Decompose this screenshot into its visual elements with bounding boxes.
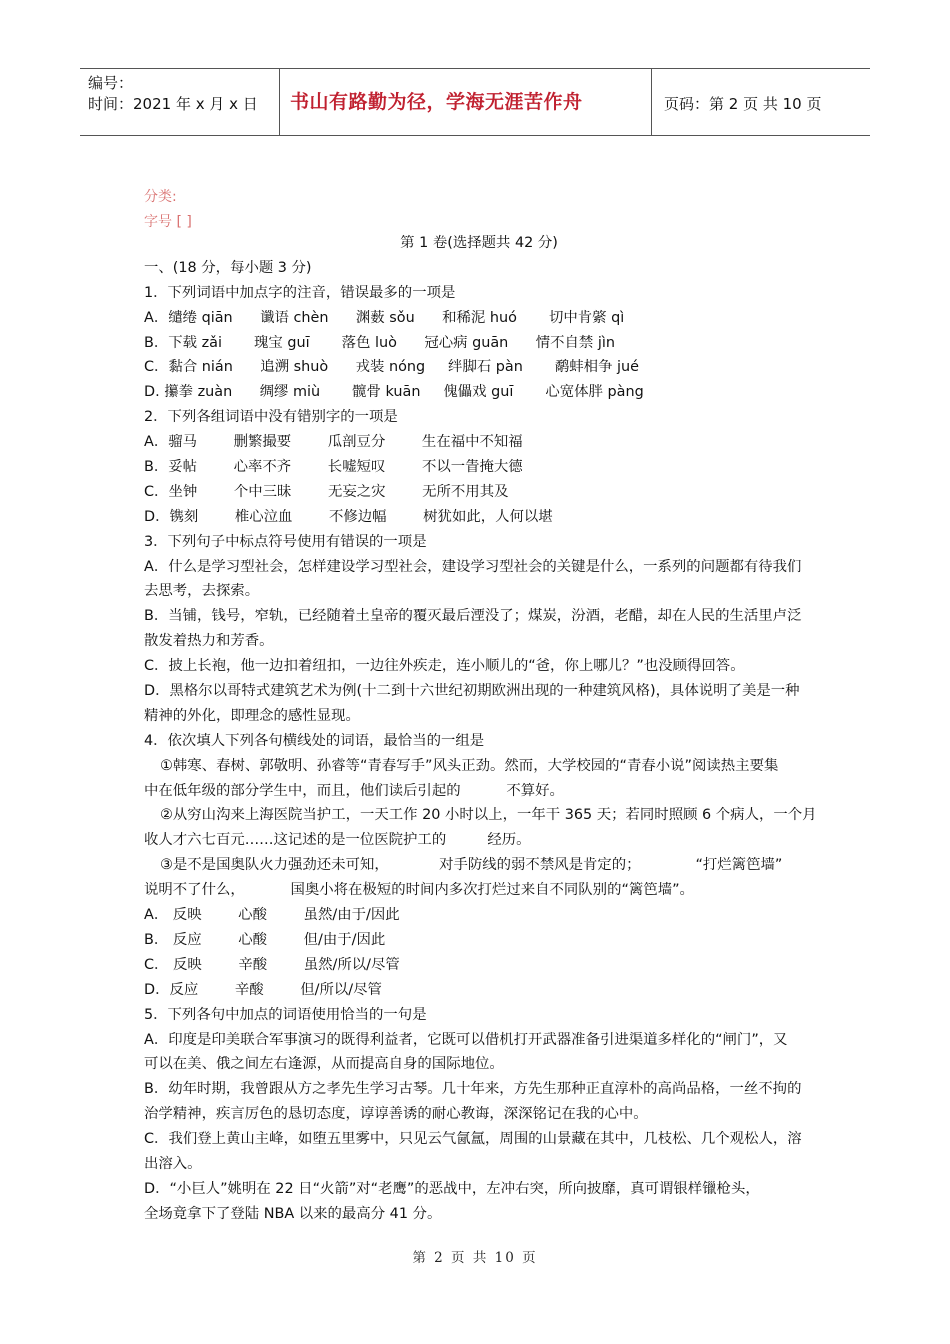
text-line: C．坐钟 个中三昧 无妄之灾 无所不用其及 bbox=[144, 483, 509, 500]
category-label: 分类: bbox=[144, 189, 177, 205]
text-line: 收人才六七百元……这记述的是一位医院护工的 经历。 bbox=[144, 832, 531, 849]
text-line: 2．下列各组词语中没有错别字的一项是 bbox=[144, 409, 398, 426]
text-line: 散发着热力和芳香。 bbox=[144, 633, 274, 650]
page-header bbox=[80, 68, 870, 136]
text-line: ②从穷山沟来上海医院当护工，一天工作 20 小时以上，一年干 365 天；若同时照顾 6 个病人，一个月 bbox=[160, 807, 817, 824]
text-line: C．我们登上黄山主峰，如堕五里雾中，只见云气氤氲，周围的山景藏在其中，几枝松、几个观松人，溶 bbox=[144, 1131, 802, 1148]
text-line: 全场竟拿下了登陆 NBA 以来的最高分 41 分。 bbox=[144, 1205, 442, 1222]
text-line: 出溶入。 bbox=[144, 1155, 202, 1172]
text-line: 3．下列句子中标点符号使用有错误的一项是 bbox=[144, 533, 427, 550]
text-line: 精神的外化，即理念的感性显现。 bbox=[144, 707, 360, 724]
section-title: 第 1 卷(选择题共 42 分) bbox=[400, 235, 558, 251]
text-line: 去思考，去探索。 bbox=[144, 583, 260, 600]
text-line: B． 反应 心酸 但/由于/因此 bbox=[144, 931, 386, 948]
text-line: D．镌刻 椎心泣血 不修边幅 树犹如此，人何以堪 bbox=[144, 508, 553, 525]
text-line: A．什么是学习型社会，怎样建设学习型社会，建设学习型社会的关键是什么，一系列的问题都有待我们 bbox=[144, 558, 802, 575]
text-line: 4．依次填人下列各句横线处的词语，最恰当的一组是 bbox=[144, 732, 485, 749]
serial-label: 字号 [ ] bbox=[144, 214, 192, 230]
text-line: 可以在美、俄之间左右逢源，从而提高自身的国际地位。 bbox=[144, 1056, 504, 1073]
text-line: A．印度是印美联合军事演习的既得利益者，它既可以借机打开武器准备引进渠道多样化的“闸门”，又 bbox=[144, 1031, 788, 1048]
text-line: B．下载 zǎi 瑰宝 guī 落色 luò 冠心病 guān 情不自禁 jìn bbox=[144, 334, 616, 351]
text-line: B．当铺，钱号，窄轨，已经随着土皇帝的覆灭最后湮没了；煤炭，汾酒，老醋，却在人民的生活里卢泛 bbox=[144, 608, 802, 625]
text-line: D．“小巨人”姚明在 22 日“火箭”对“老鹰”的恶战中，左冲右突，所向披靡，真可谓银样镴枪头， bbox=[144, 1180, 760, 1197]
exam-content bbox=[144, 231, 817, 1227]
text-line: ①韩寒、春树、郭敬明、孙睿等“青春写手”风头正劲。然而，大学校园的“青春小说”阅读热主要集 bbox=[160, 757, 779, 774]
header-page-cell bbox=[652, 69, 870, 135]
text-line: A．缱绻 qiān 谶语 chèn 渊薮 sǒu 和稀泥 huó 切中肯綮 qì bbox=[144, 309, 625, 326]
text-line: A． 反映 心酸 虽然/由于/因此 bbox=[144, 907, 400, 924]
page-footer: 第 2 页 共 10 页 bbox=[412, 1250, 538, 1266]
text-line: 治学精神，疾言厉色的恳切态度，谆谆善诱的耐心教诲，深深铭记在我的心中。 bbox=[144, 1106, 648, 1123]
text-line: 一、(18 分，每小题 3 分) bbox=[144, 259, 312, 276]
text-line: B．幼年时期，我曾跟从方之孝先生学习古琴。几十年来，方先生那种正直淳朴的高尚品格，一丝不拘的 bbox=[144, 1081, 802, 1098]
text-line: C．披上长袍，他一边扣着纽扣，一边往外疾走，连小顺儿的“爸，你上哪儿？”也没顾得回答。 bbox=[144, 658, 745, 675]
text-line: B．妥帖 心率不齐 长嘘短叹 不以一眚掩大德 bbox=[144, 459, 523, 476]
header-motto-cell bbox=[280, 69, 652, 135]
text-line: C． 反映 辛酸 虽然/所以/尽管 bbox=[144, 956, 400, 973]
header-info-cell bbox=[80, 69, 280, 135]
text-line: A．骝马 删繁撮要 瓜剖豆分 生在福中不知福 bbox=[144, 434, 523, 451]
text-line: ③是不是国奥队火力强劲还未可知， 对手防线的弱不禁风是肯定的； “打烂篱笆墙” bbox=[160, 857, 783, 874]
header-page-info: 页码：第 2 页 共 10 页 bbox=[664, 95, 822, 113]
text-line: C．黏合 nián 追溯 shuò 戎装 nóng 绊脚石 pàn 鹬蚌相争 jué bbox=[144, 359, 640, 376]
header-motto: 书山有路勤为径，学海无涯苦作舟 bbox=[290, 91, 583, 113]
text-line: 5．下列各句中加点的词语使用恰当的一句是 bbox=[144, 1006, 427, 1023]
text-line: 说明不了什么， 国奥小将在极短的时间内多次打烂过来自不同队别的“篱笆墙”。 bbox=[144, 882, 694, 899]
header-date-label: 时间：2021 年 x 月 x 日 bbox=[88, 95, 258, 113]
text-line: 1．下列词语中加点字的注音，错误最多的一项是 bbox=[144, 284, 456, 301]
text-line: D. 攥拳 zuàn 绸缪 miù 髋骨 kuān 傀儡戏 guī 心宽体胖 pàng bbox=[144, 384, 644, 401]
header-number-label: 编号： bbox=[88, 74, 134, 92]
text-line: D．黑格尔以哥特式建筑艺术为例(十二到十六世纪初期欧洲出现的一种建筑风格)，具体说明了美是一种 bbox=[144, 683, 800, 700]
text-line: 中在低年级的部分学生中，而且，他们读后引起的 不算好。 bbox=[144, 782, 564, 799]
text-line: D．反应 辛酸 但/所以/尽管 bbox=[144, 981, 382, 998]
